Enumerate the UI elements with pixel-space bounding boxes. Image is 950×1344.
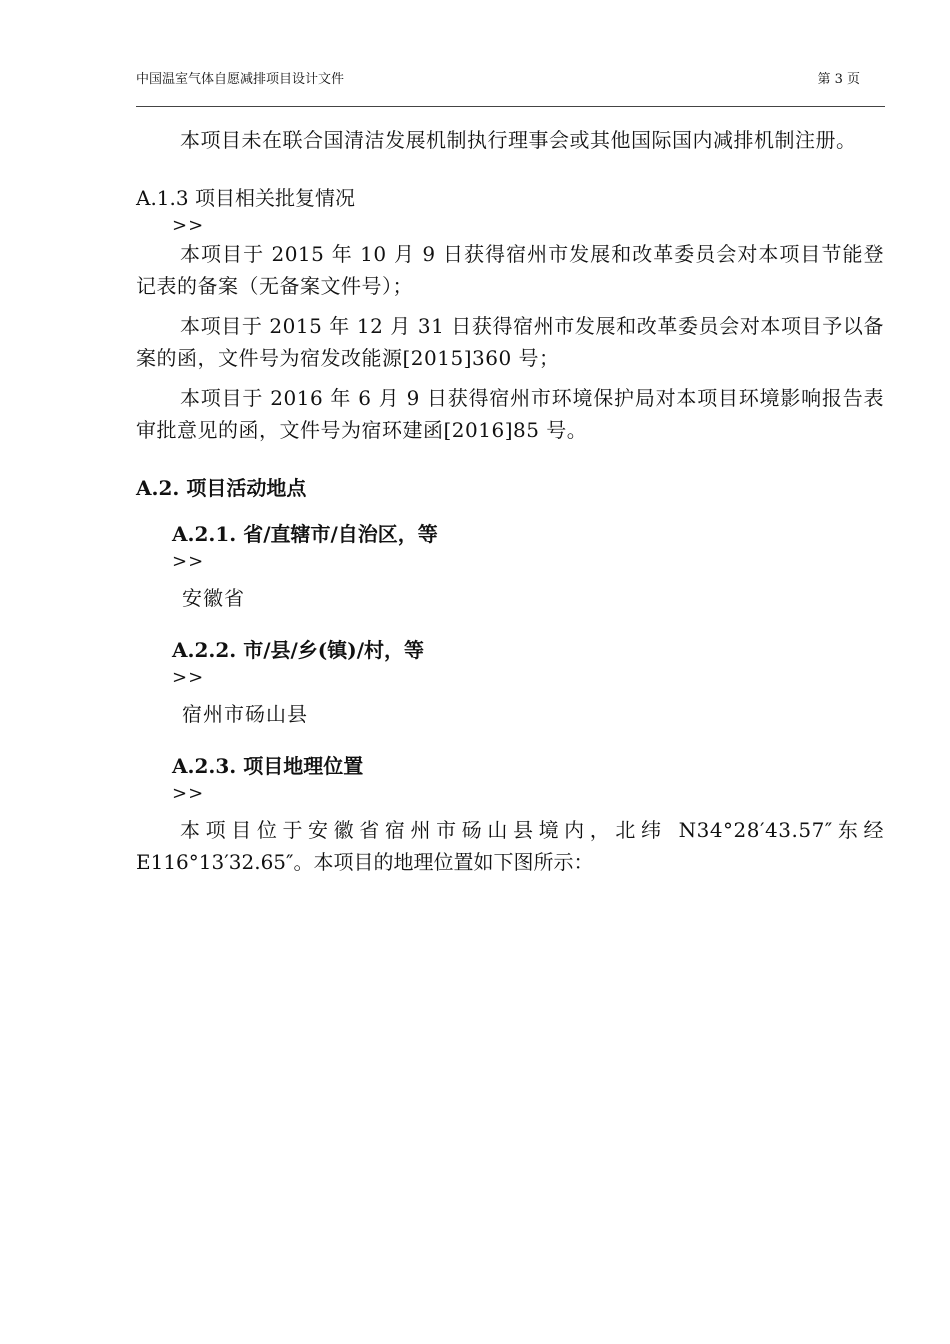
intro-paragraph: 本项目未在联合国清洁发展机制执行理事会或其他国际国内减排机制注册。	[180, 128, 857, 152]
answer-marker: >>	[172, 215, 205, 236]
answer-marker: >>	[172, 783, 205, 804]
province-answer: 安徽省	[182, 586, 245, 610]
answer-marker: >>	[172, 551, 205, 572]
section-a22-heading: A.2.2. 市/县/乡(镇)/村，等	[172, 638, 425, 662]
approval-paragraph-2: 本项目于 2015 年 12 月 31 日获得宿州市发展和改革委员会对本项目予以备案的函，文件号为宿发改能源[2015]360 号；	[136, 314, 884, 370]
approval-paragraph-1: 本项目于 2015 年 10 月 9 日获得宿州市发展和改革委员会对本项目节能登记表的备案（无备案文件号）；	[136, 242, 884, 298]
section-a21-heading: A.2.1. 省/直辖市/自治区，等	[172, 522, 438, 546]
section-a2-heading: A.2. 项目活动地点	[136, 476, 307, 500]
section-a13-heading: A.1.3 项目相关批复情况	[136, 186, 355, 210]
section-a23-heading: A.2.3. 项目地理位置	[172, 754, 364, 778]
city-county-answer: 宿州市砀山县	[182, 702, 308, 726]
page-header	[136, 68, 860, 88]
header-divider	[136, 106, 885, 107]
location-line-1: 本项目位于安徽省宿州市砀山县境内，北纬 N34°28′43.57″东经	[180, 818, 884, 842]
answer-marker: >>	[172, 667, 205, 688]
location-line-2: E116°13′32.65″。本项目的地理位置如下图所示：	[136, 850, 594, 874]
document-body	[136, 124, 884, 878]
page-number: 第 3 页	[817, 72, 860, 87]
approval-paragraph-3: 本项目于 2016 年 6 月 9 日获得宿州市环境保护局对本项目环境影响报告表审批意见的函，文件号为宿环建函[2016]85 号。	[136, 386, 884, 442]
document-title: 中国温室气体自愿减排项目设计文件	[136, 72, 345, 87]
